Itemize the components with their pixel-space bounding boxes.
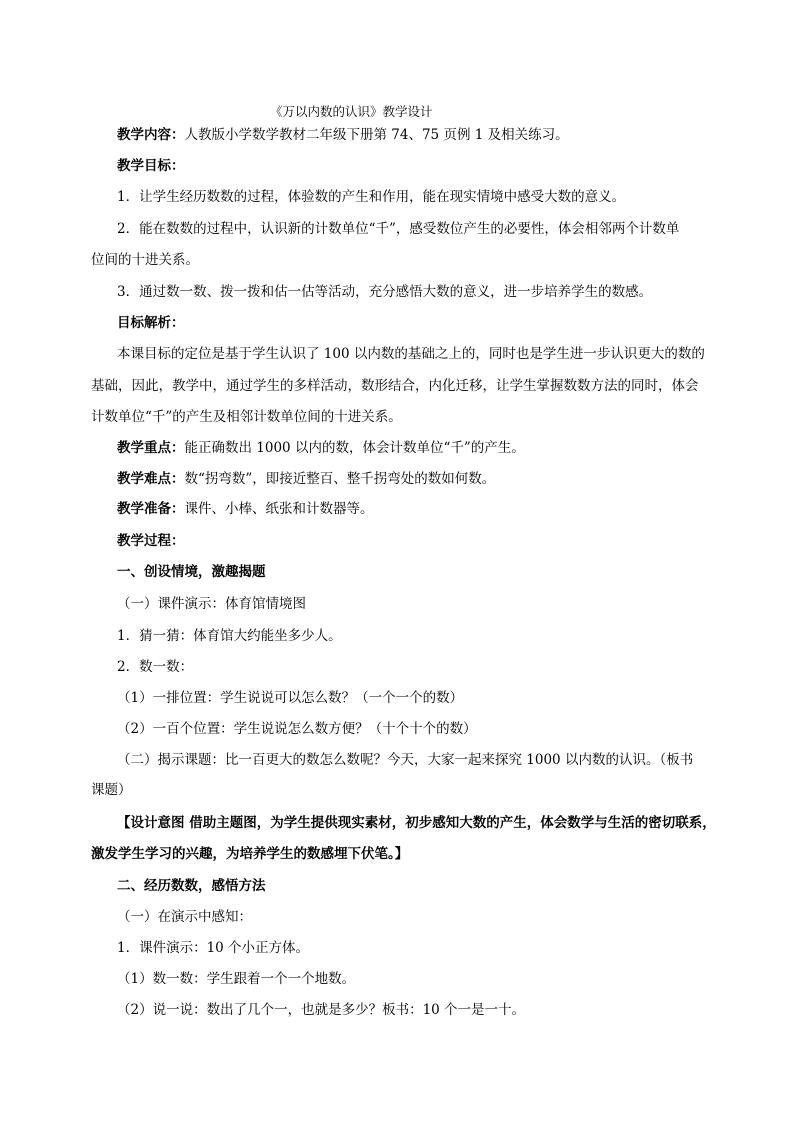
design-intent-line-2: 激发学生学习的兴趣，为培养学生的数感埋下伏笔。】 (91, 846, 409, 862)
preparation-label: 教学准备： (117, 501, 185, 517)
s1-item-3: 2．数一数： (117, 659, 194, 675)
section-2-heading: 二、经历数数，感悟方法 (117, 878, 266, 894)
difficulty-line (117, 470, 794, 488)
goal-1: 1．让学生经历数数的过程，体验数的产生和作用，能在现实情境中感受大数的意义。 (117, 189, 626, 205)
analysis-line-3: 计数单位“千”的产生及相邻计数单位间的十进关系。 (91, 409, 402, 425)
process-heading: 教学过程： (117, 533, 185, 549)
analysis-line-1: 本课目标的定位是基于学生认识了 100 以内数的基础之上的，同时也是学生进一步认识更大的数的 (117, 346, 705, 362)
key-text: 能正确数出 1000 以内的数，体会计数单位“千”的产生。 (184, 440, 525, 456)
s1-item-6-line-1: （二）揭示课题：比一百更大的数怎么数呢？今天，大家一起来探究 1000 以内数的认识。（板书 (117, 752, 694, 768)
s2-item-4: （2）说一说：数出了几个一，也就是多少？板书：10 个一是一十。 (117, 1002, 526, 1018)
s1-item-4: （1）一排位置：学生说说可以怎么数？（一个一个的数） (117, 690, 464, 706)
analysis-line-2: 基础，因此，教学中，通过学生的多样活动，数形结合，内化迁移，让学生掌握数数方法的同时，体会 (91, 378, 699, 394)
goals-heading: 教学目标： (117, 158, 185, 174)
s2-item-3: （1）数一数：学生跟着一个一个地数。 (117, 971, 356, 987)
goal-2-line-2: 位间的十进关系。 (91, 252, 199, 268)
s2-item-2: 1．课件演示：10 个小正方体。 (117, 940, 310, 956)
s1-item-1: （一）课件演示：体育馆情境图 (117, 596, 306, 612)
s2-item-1: （一）在演示中感知： (117, 909, 252, 925)
s1-item-5: （2）一百个位置：学生说说怎么数方便？（十个十个的数） (117, 721, 477, 737)
difficulty-label: 教学难点： (117, 471, 185, 487)
preparation-text: 课件、小棒、纸张和计数器等。 (184, 501, 374, 517)
content-line (117, 126, 794, 144)
s1-item-2: 1．猜一猜：体育馆大约能坐多少人。 (117, 628, 342, 644)
design-intent-line-1: 【设计意图 借助主题图，为学生提供现实素材，初步感知大数的产生，体会数学与生活的密切联系， (117, 815, 716, 831)
key-label: 教学重点： (117, 440, 185, 456)
content-text: 人教版小学数学教材二年级下册第 74、75 页例 1 及相关练习。 (184, 127, 569, 143)
goal-2-line-1: 2．能在数数的过程中，认识新的计数单位“千”，感受数位产生的必要性，体会相邻两个计数单 (117, 221, 680, 237)
analysis-heading: 目标解析： (117, 315, 185, 331)
doc-title: 《万以内数的认识》教学设计 (270, 104, 433, 119)
content-label: 教学内容： (117, 127, 185, 143)
preparation-line (117, 500, 794, 518)
difficulty-text: 数“拐弯数”，即接近整百、整千拐弯处的数如何数。 (184, 471, 496, 487)
goal-3: 3．通过数一数、拨一拨和估一估等活动，充分感悟大数的意义，进一步培养学生的数感。 (117, 284, 653, 300)
section-1-heading: 一、创设情境，激趣揭题 (117, 564, 266, 580)
key-point-line (117, 439, 794, 457)
s1-item-6-line-2: 课题） (91, 782, 132, 798)
